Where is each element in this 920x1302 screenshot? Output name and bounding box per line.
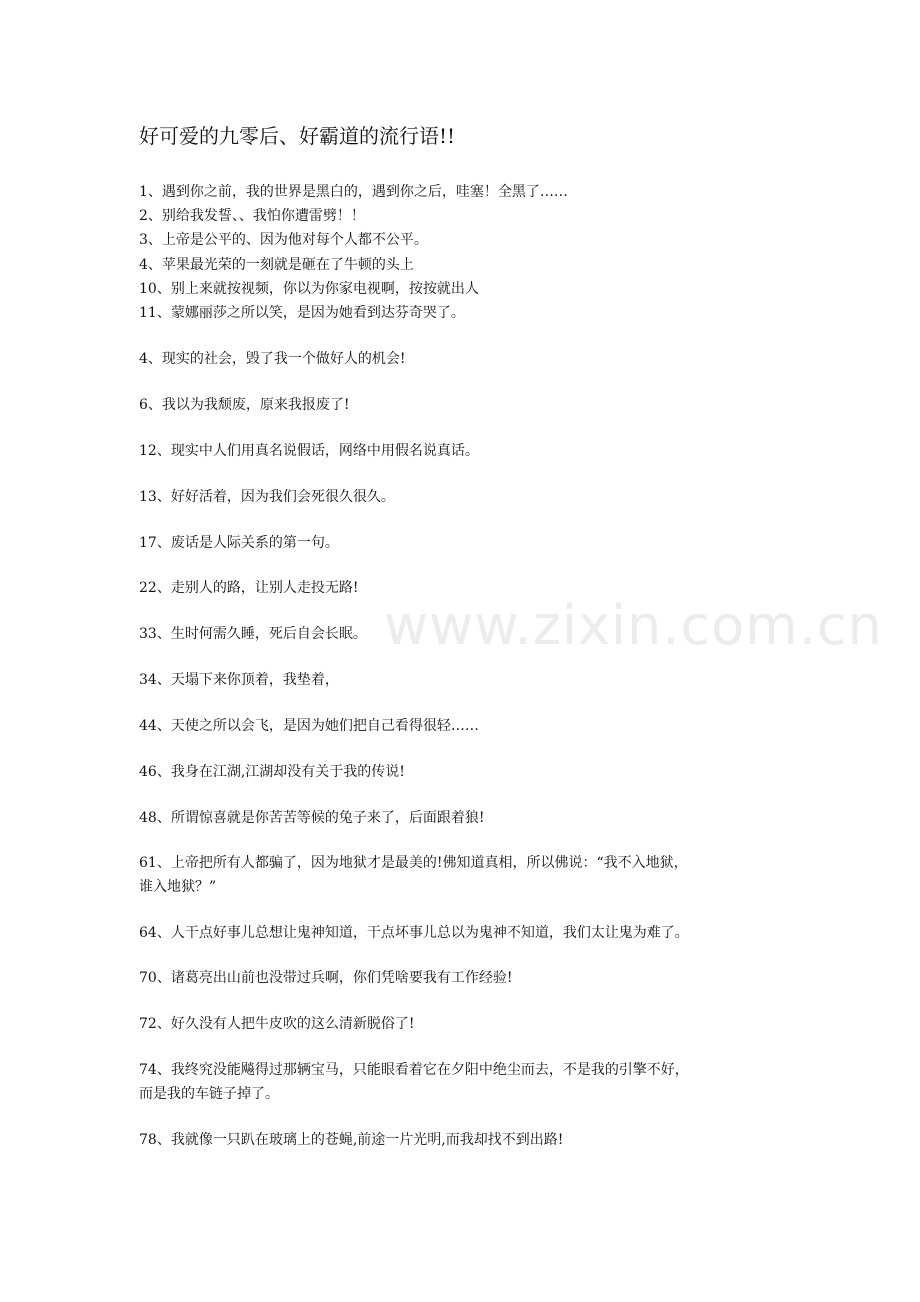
text-line: 12、现实中人们用真名说假话，网络中用假名说真话。 xyxy=(139,443,479,459)
text-line: 33、生时何需久睡，死后自会长眠。 xyxy=(139,626,367,642)
text-line: 72、好久没有人把牛皮吹的这么清新脱俗了! xyxy=(139,1016,415,1032)
watermark: www.zixin.com.cn xyxy=(384,594,883,657)
text-line: 34、天塌下来你顶着，我垫着， xyxy=(139,672,339,688)
text-line: 3、上帝是公平的、因为他对每个人都不公平。 xyxy=(139,232,428,248)
text-line: 4、苹果最光荣的一刻就是砸在了牛顿的头上 xyxy=(139,257,414,273)
text-line: 1、遇到你之前，我的世界是黑白的，遇到你之后，哇塞！全黑了…… xyxy=(139,184,568,200)
text-line: 46、我身在江湖,江湖却没有关于我的传说! xyxy=(139,764,405,780)
text-line: 2、别给我发誓、、我怕你遭雷劈！！ xyxy=(139,208,365,224)
text-line: 61、上帝把所有人都骗了，因为地狱才是最美的!佛知道真相，所以佛说：“我不入地狱， xyxy=(139,855,688,871)
text-line: 22、走别人的路，让别人走投无路! xyxy=(139,580,359,596)
text-line: 谁入地狱？” xyxy=(139,879,217,895)
text-line: 11、蒙娜丽莎之所以笑，是因为她看到达芬奇哭了。 xyxy=(139,305,465,321)
text-line: 10、别上来就按视频，你以为你家电视啊，按按就出人 xyxy=(139,281,479,297)
text-line: 而是我的车链子掉了。 xyxy=(139,1086,279,1102)
text-line: 6、我以为我颓废，原来我报废了! xyxy=(139,397,350,413)
text-line: 48、所谓惊喜就是你苦苦等候的兔子来了，后面跟着狼! xyxy=(139,810,485,826)
text-line: 13、好好活着，因为我们会死很久很久。 xyxy=(139,489,395,505)
text-line: 70、诸葛亮出山前也没带过兵啊，你们凭啥要我有工作经验! xyxy=(139,970,513,986)
text-line: 44、天使之所以会飞，是因为她们把自己看得很轻…… xyxy=(139,718,479,734)
text-line: 64、人干点好事儿总想让鬼神知道，干点坏事儿总以为鬼神不知道，我们太让鬼为难了。 xyxy=(139,925,689,941)
text-line: 17、废话是人际关系的第一句。 xyxy=(139,535,339,551)
text-line: 78、我就像一只趴在玻璃上的苍蝇,前途一片光明,而我却找不到出路! xyxy=(139,1132,564,1148)
page-title: 好可爱的九零后、好霸道的流行语!! xyxy=(139,124,456,148)
text-line: 4、现实的社会，毁了我一个做好人的机会! xyxy=(139,351,406,367)
text-line: 74、我终究没能飚得过那辆宝马，只能眼看着它在夕阳中绝尘而去，不是我的引擎不好， xyxy=(139,1062,689,1078)
